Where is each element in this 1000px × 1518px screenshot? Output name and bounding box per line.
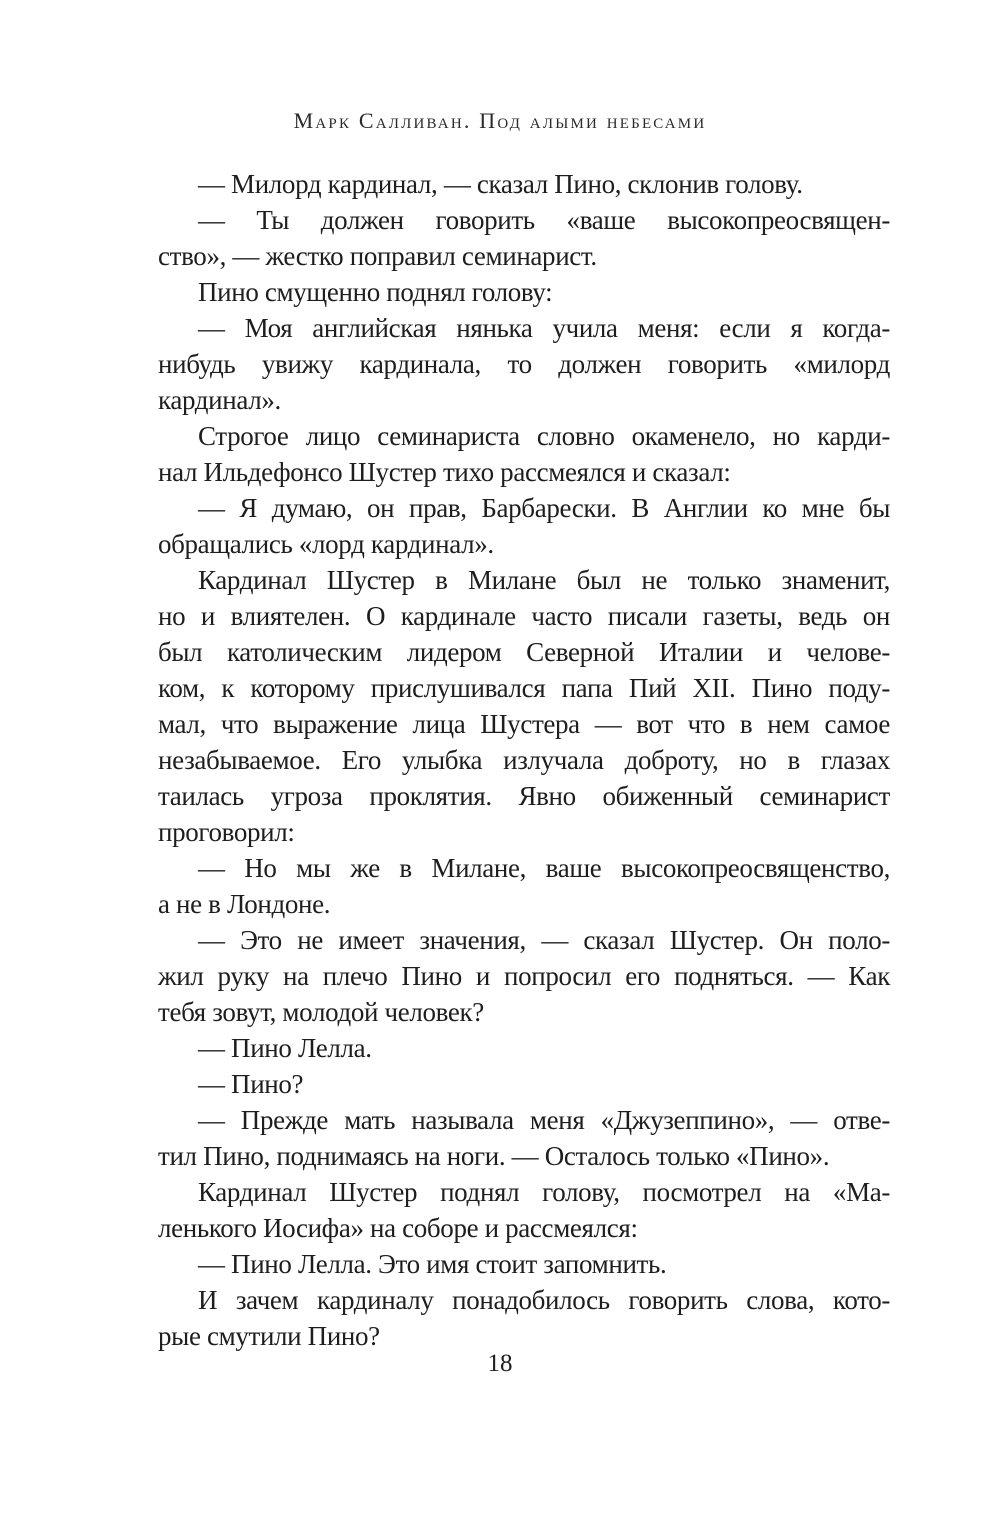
text-line: ком, к которому прислушивался папа Пий XII. Пино поду- [158, 673, 890, 703]
text-line: таилась угроза проклятия. Явно обиженный семинарист [158, 781, 890, 811]
text-line: проговорил: [158, 817, 295, 847]
text-line: жил руку на плечо Пино и попросил его подняться. — Как [158, 961, 890, 991]
text-line: — Это не имеет значения, — сказал Шустер. Он поло- [198, 925, 890, 955]
text-line: нибудь увижу кардинала, то должен говорить «милорд [158, 349, 890, 379]
text-line: незабываемое. Его улыбка излучала доброту, но в глазах [158, 745, 890, 775]
text-line: И зачем кардиналу понадобилось говорить слова, кото- [198, 1285, 890, 1315]
text-line: — Пино? [198, 1069, 304, 1099]
text-line: нал Ильдефонсо Шустер тихо рассмеялся и сказал: [158, 457, 731, 487]
text-line: Кардинал Шустер поднял голову, посмотрел на «Ма- [198, 1177, 890, 1207]
text-line: тил Пино, поднимаясь на ноги. — Осталось только «Пино». [158, 1141, 830, 1171]
body-text [158, 166, 890, 1354]
text-line: — Прежде мать называла меня «Джузеппино», — отве- [198, 1105, 890, 1135]
text-line: а не в Лондоне. [158, 889, 331, 919]
text-line: Кардинал Шустер в Милане был не только знаменит, [198, 565, 890, 595]
text-line: — Милорд кардинал, — сказал Пино, склонив голову. [198, 169, 803, 199]
text-line: обращались «лорд кардинал». [158, 529, 494, 559]
running-header: Марк Салливан. Под алыми небесами [293, 108, 707, 133]
text-line: Пино смущенно поднял голову: [198, 277, 553, 307]
text-line: ство», — жестко поправил семинарист. [158, 241, 597, 271]
text-line: — Но мы же в Милане, ваше высокопреосвященство, [198, 853, 890, 883]
text-line: ленького Иосифа» на соборе и рассмеялся: [158, 1213, 638, 1243]
text-line: мал, что выражение лица Шустера — вот что в нем самое [158, 709, 890, 739]
page-number: 18 [487, 1350, 513, 1377]
text-line: — Пино Лелла. Это имя стоит запомнить. [198, 1249, 667, 1279]
text-line: кардинал». [158, 385, 281, 415]
text-line: — Моя английская нянька учила меня: если я когда- [198, 313, 890, 343]
text-line: — Пино Лелла. [198, 1033, 372, 1063]
text-line: тебя зовут, молодой человек? [158, 997, 484, 1027]
text-line: но и влиятелен. О кардинале часто писали газеты, ведь он [158, 601, 890, 631]
text-line: был католическим лидером Северной Италии и челове- [158, 637, 890, 667]
text-line: — Я думаю, он прав, Барбарески. В Англии ко мне бы [198, 493, 890, 523]
text-line: рые смутили Пино? [158, 1321, 380, 1351]
text-line: Строгое лицо семинариста словно окаменело, но карди- [198, 421, 890, 451]
text-line: — Ты должен говорить «ваше высокопреосвящен- [198, 205, 890, 235]
